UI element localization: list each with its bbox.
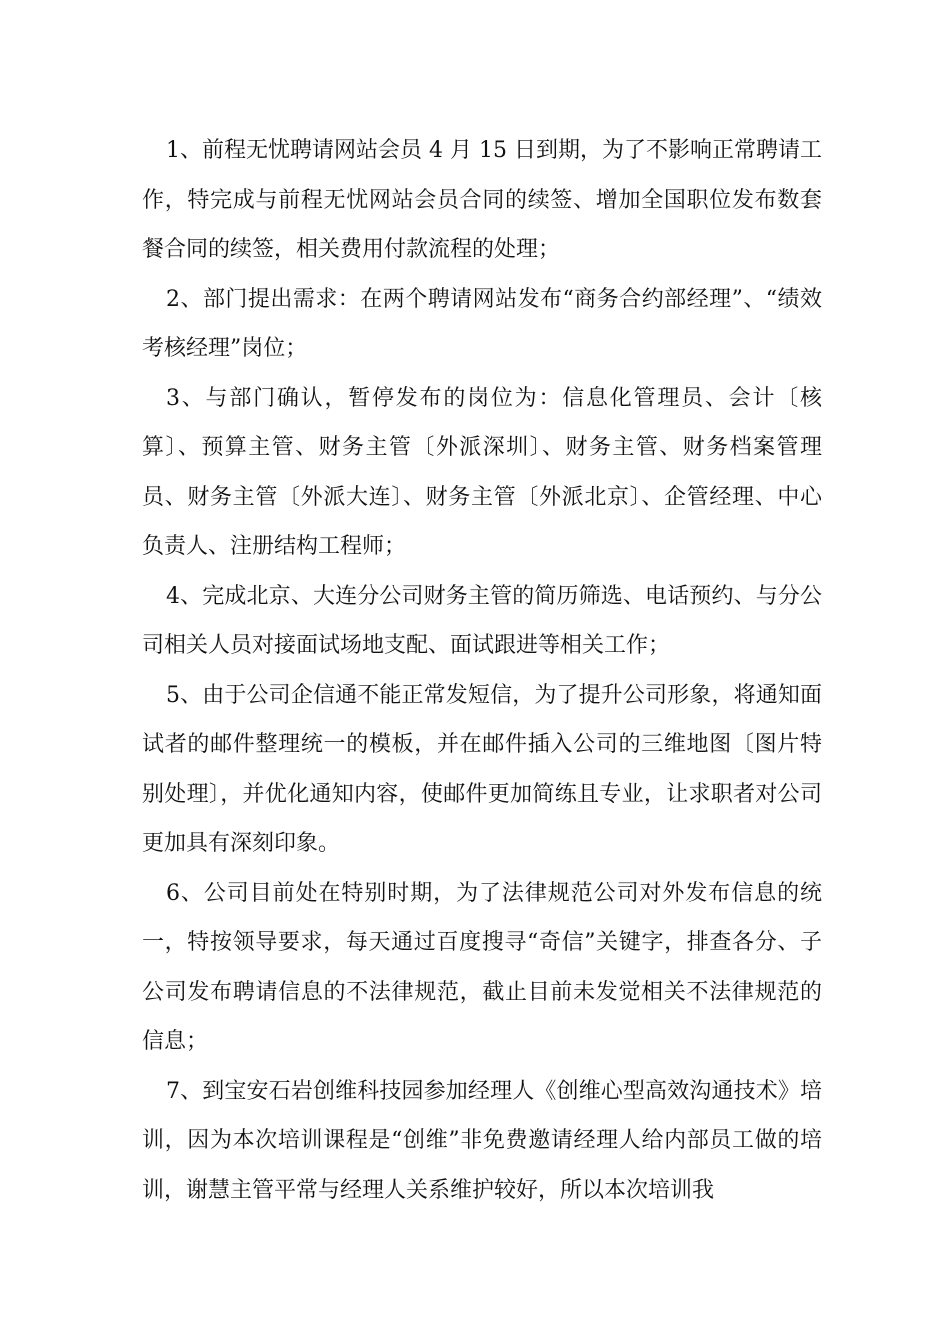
paragraph-2: 2、部门提出需求：在两个聘请网站发布“商务合约部经理”、“绩效考核经理”岗位；	[142, 286, 822, 361]
paragraph-5: 5、由于公司企信通不能正常发短信，为了提升公司形象，将通知面试者的邮件整理统一的模板，并在邮件插入公司的三维地图〔图片特别处理〕，并优化通知内容，使邮件更加简练且专业，让求职者对公司更加具有深刻印象。	[142, 682, 822, 856]
paragraph-3: 3、与部门确认，暂停发布的岗位为：信息化管理员、会计〔核算〕、预算主管、财务主管〔外派深圳〕、财务主管、财务档案管理员、财务主管〔外派大连〕、财务主管〔外派北京〕、企管经理、中心负责人、注册结构工程师；	[142, 385, 822, 559]
document-body	[142, 126, 822, 1215]
paragraph-4: 4、完成北京、大连分公司财务主管的简历筛选、电话预约、与分公司相关人员对接面试场地支配、面试跟进等相关工作；	[142, 583, 822, 658]
paragraph-7: 7、到宝安石岩创维科技园参加经理人《创维心型高效沟通技术》培训，因为本次培训课程是“创维”非免费邀请经理人给内部员工做的培训，谢慧主管平常与经理人关系维护较好，所以本次培训我	[142, 1078, 822, 1203]
paragraph-6: 6、公司目前处在特别时期，为了法律规范公司对外发布信息的统一，特按领导要求，每天通过百度搜寻“奇信”关键字，排查各分、子公司发布聘请信息的不法律规范，截止目前未发觉相关不法律规范的信息；	[142, 880, 822, 1054]
paragraph-1: 1、前程无忧聘请网站会员 4 月 15 日到期，为了不影响正常聘请工作，特完成与前程无忧网站会员合同的续签、增加全国职位发布数套餐合同的续签，相关费用付款流程的处理；	[142, 138, 822, 262]
